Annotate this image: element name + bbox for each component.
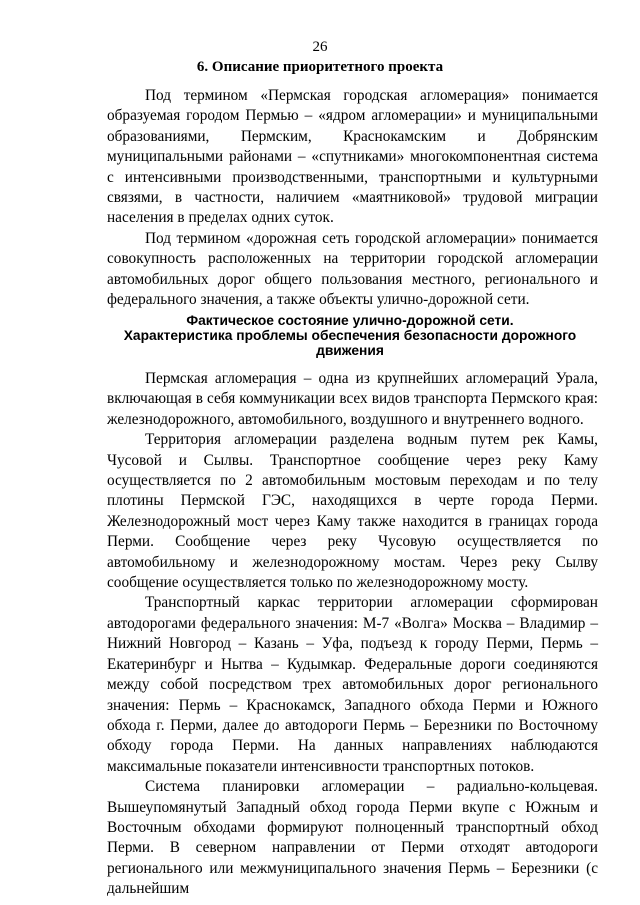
intro-text (107, 86, 598, 310)
subsection-heading-line: Фактическое состояние улично-дорожной сети. (186, 313, 514, 328)
section-title: 6. Описание приоритетного проекта (196, 59, 444, 75)
paragraph: Территория агломерации разделена водным путем рек Камы, Чусовой и Сылвы. Транспортное сообщение через реку Каму осуществляется по 2 автомобильным мостовым переходам и по телу плотины Пермской ГЭС, находящихся в черте города Перми. Железнодорожный мост через Каму также находится в границах города Перми. Сообщение через реку Чусовую осуществляется по автомобильному и железнодорожному мостам. Через реку Сылву сообщение осуществляется только по железнодорожному мосту. (107, 431, 598, 592)
body-text (107, 369, 598, 900)
page-number: 26 (312, 39, 328, 55)
paragraph: Под термином «Пермская городская агломерация» понимается образуемая городом Пермью – «ядром агломерации» и муниципальными образованиями, Пермским, Краснокамским и Добрянским муниципальными районами – «спутниками» многокомпонентная система с интенсивными производственными, транспортными и культурными связями, в частности, наличием «маятниковой» трудовой миграции населения в пределах одних суток. (107, 87, 598, 227)
subsection-heading-line: движения (316, 343, 384, 358)
paragraph: Пермская агломерация – одна из крупнейших агломераций Урала, включающая в себя коммуникации всех видов транспорта Пермского края: железнодорожного, автомобильного, воздушного и внутреннего водного. (107, 370, 598, 428)
subsection-heading (110, 313, 590, 358)
subsection-heading-line: Характеристика проблемы обеспечения безопасности дорожного (123, 328, 577, 343)
paragraph: Под термином «дорожная сеть городской агломерации» понимается совокупность расположенных на территории городской агломерации автомобильных дорог общего пользования местного, регионального и федерального значения, а также объекты улично-дорожной сети. (107, 229, 598, 309)
paragraph: Система планировки агломерации – радиально-кольцевая. Вышеупомянутый Западный обход города Перми вкупе с Южным и Восточным обходами формируют полноценный транспортный обход Перми. В северном направлении от Перми отходят автодороги регионального или межмуниципального значения Пермь – Березники (с дальнейшим (107, 778, 598, 898)
paragraph: Транспортный каркас территории агломерации сформирован автодорогами федерального значения: М-7 «Волга» Москва – Владимир – Нижний Новгород – Казань – Уфа, подъезд к городу Перми, Пермь – Екатеринбург и Нытва – Кудымкар. Федеральные дороги соединяются между собой посредством трех автомобильных дорог регионального значения: Пермь – Краснокамск, Западного обхода Перми и Южного обхода г. Перми, далее до автодороги Пермь – Березники по Восточному обходу города Перми. На данных направлениях наблюдаются максимальные показатели интенсивности транспортных потоков. (107, 594, 598, 775)
